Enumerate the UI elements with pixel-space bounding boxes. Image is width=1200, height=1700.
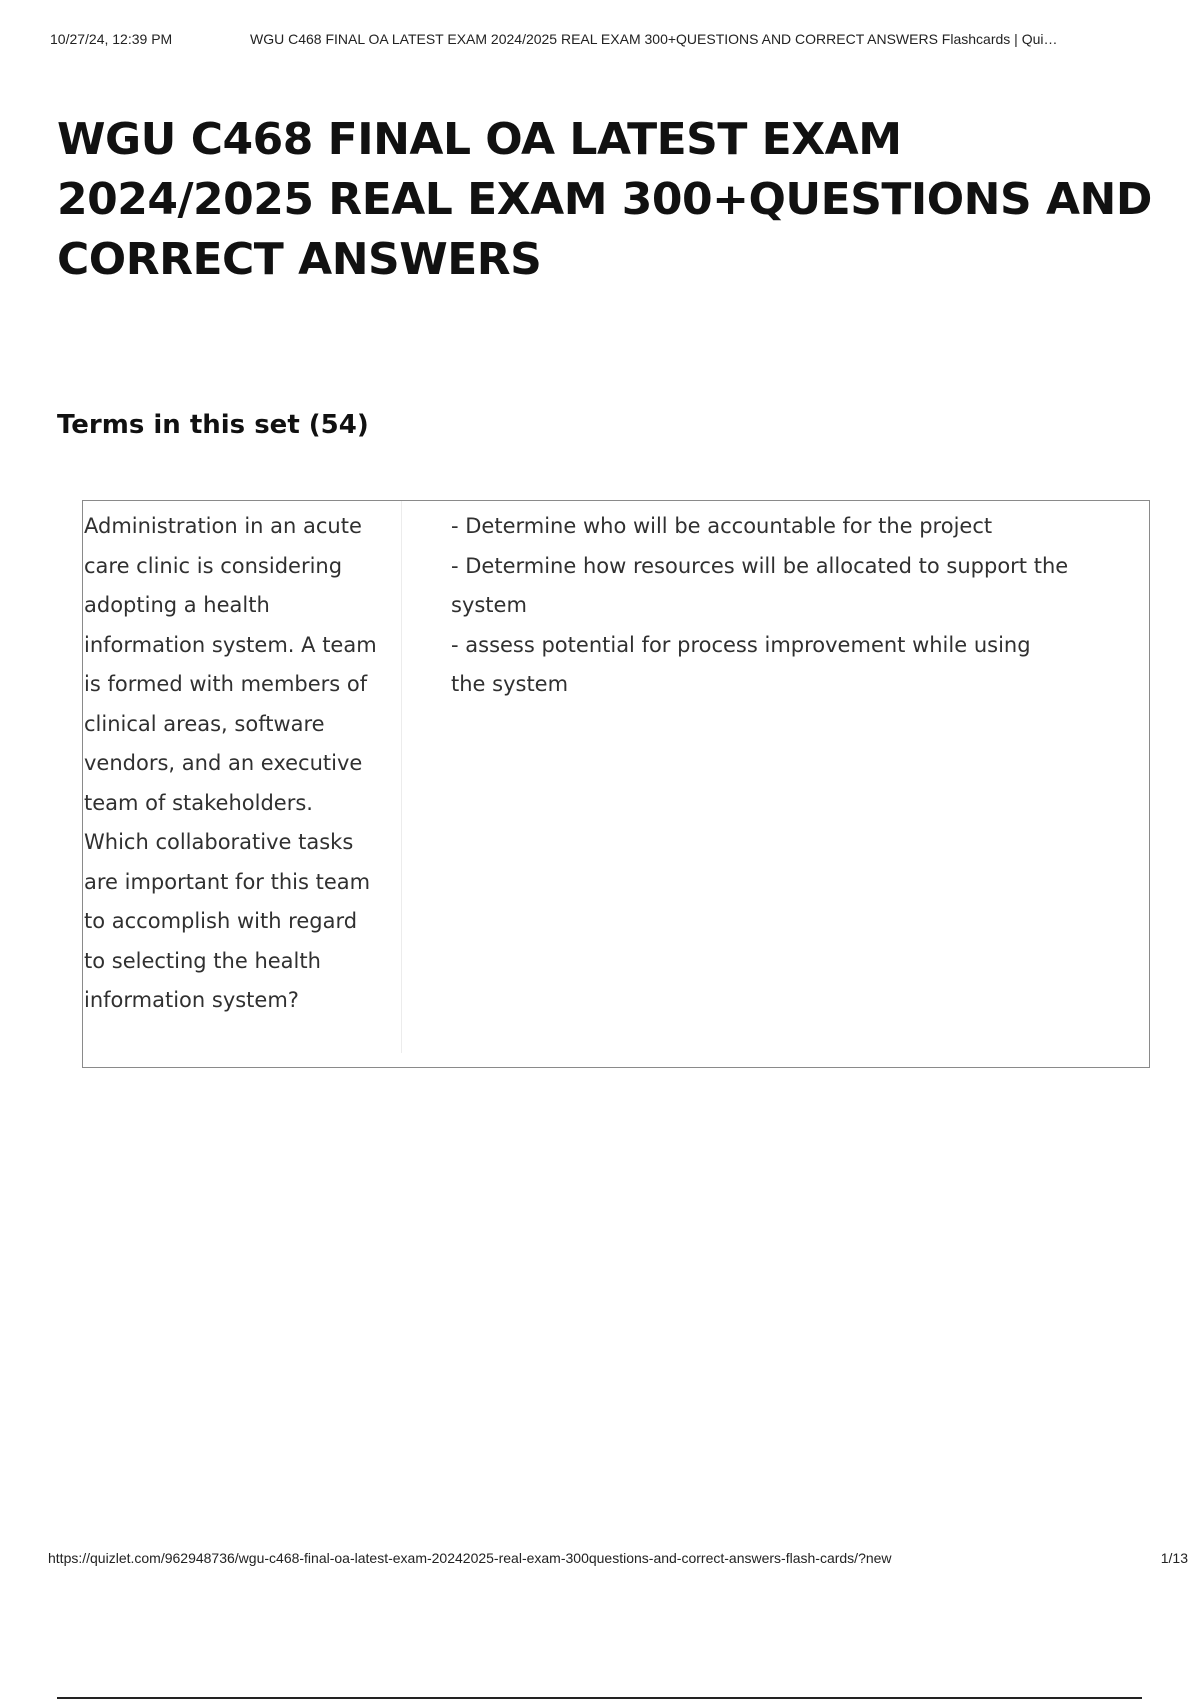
- definition-line: - assess potential for process improvement while using the system: [451, 632, 1031, 696]
- flashcard-term: Administration in an acute care clinic is considering adopting a health information system. A team is formed with members of clinical areas, software vendors, and an executive team of stakeholders. Which collaborative tasks are important for this team to accomplish with regard to selecting the health information system?: [84, 514, 377, 1012]
- flashcard-row: [82, 500, 1150, 1068]
- flashcard-definition: [451, 507, 1071, 705]
- card-divider: [401, 501, 402, 1053]
- definition-line: - Determine who will be accountable for the project: [451, 514, 993, 538]
- bottom-rule: [57, 1697, 1142, 1699]
- print-doc-title: WGU C468 FINAL OA LATEST EXAM 2024/2025 REAL EXAM 300+QUESTIONS AND CORRECT ANSWERS Flashcards | Qui…: [250, 31, 1058, 47]
- definition-line: - Determine how resources will be allocated to support the system: [451, 553, 1069, 617]
- print-footer: [48, 1550, 1188, 1570]
- print-header: [50, 31, 1180, 51]
- page-number: 1/13: [1160, 1550, 1188, 1566]
- print-date: 10/27/24, 12:39 PM: [50, 31, 173, 47]
- page-title: WGU C468 FINAL OA LATEST EXAM 2024/2025 REAL EXAM 300+QUESTIONS AND CORRECT ANSWERS: [57, 114, 1152, 285]
- print-url: https://quizlet.com/962948736/wgu-c468-final-oa-latest-exam-20242025-real-exam-300questions-and-correct-answers-flash-cards/?new: [48, 1550, 892, 1566]
- terms-count-heading: Terms in this set (54): [57, 410, 369, 440]
